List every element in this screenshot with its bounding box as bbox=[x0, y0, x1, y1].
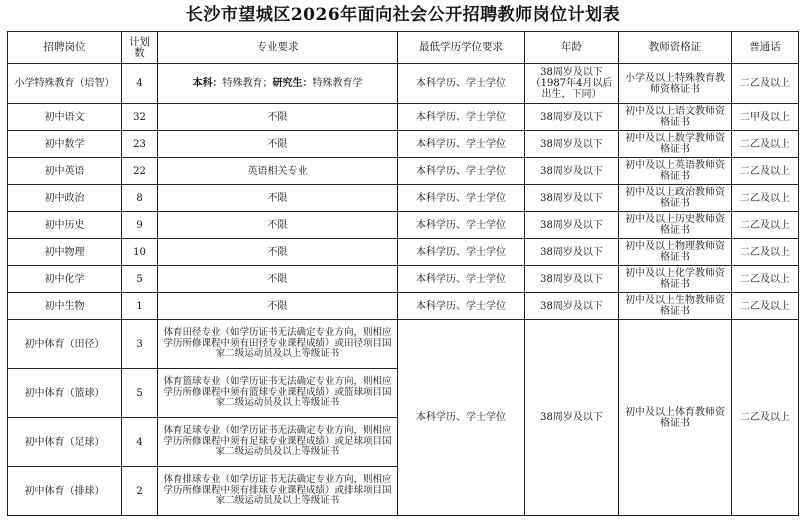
certificate-cell: 初中及以上数学教师资格证书 bbox=[619, 131, 732, 158]
major-cell: 不限 bbox=[158, 293, 398, 320]
major-cell: 英语相关专业 bbox=[158, 158, 398, 185]
certificate-cell: 初中及以上语文教师资格证书 bbox=[619, 104, 732, 131]
mandarin-cell: 二乙及以上 bbox=[732, 266, 799, 293]
age-cell: 38周岁及以下（1987年4月以后出生，下同） bbox=[525, 64, 619, 104]
page-title: 长沙市望城区2026年面向社会公开招聘教师岗位计划表 bbox=[185, 5, 621, 25]
table-row bbox=[8, 158, 799, 185]
certificate-cell: 初中及以上历史教师资格证书 bbox=[619, 212, 732, 239]
age-cell: 38周岁及以下 bbox=[525, 239, 619, 266]
education-cell: 本科学历、学士学位 bbox=[398, 158, 525, 185]
certificate-cell: 初中及以上英语教师资格证书 bbox=[619, 158, 732, 185]
age-cell: 38周岁及以下 bbox=[525, 158, 619, 185]
major-label-graduate: 研究生： bbox=[272, 78, 313, 89]
count-cell: 1 bbox=[122, 293, 158, 320]
count-cell: 5 bbox=[122, 266, 158, 293]
table-row bbox=[8, 185, 799, 212]
position-cell: 初中数学 bbox=[8, 131, 122, 158]
position-cell: 初中生物 bbox=[8, 293, 122, 320]
position-cell: 初中体育（篮球） bbox=[8, 369, 122, 418]
header-count bbox=[122, 32, 158, 64]
table-row bbox=[8, 64, 799, 104]
header-age: 年龄 bbox=[525, 32, 619, 64]
certificate-cell: 初中及以上物理教师资格证书 bbox=[619, 239, 732, 266]
pe-mandarin-cell: 二乙及以上 bbox=[732, 320, 799, 516]
education-cell: 本科学历、学士学位 bbox=[398, 239, 525, 266]
header-major: 专业要求 bbox=[158, 32, 398, 64]
major-cell: 不限 bbox=[158, 131, 398, 158]
major-cell: 不限 bbox=[158, 266, 398, 293]
table-row bbox=[8, 104, 799, 131]
count-cell: 5 bbox=[122, 369, 158, 418]
header-mandarin: 普通话 bbox=[732, 32, 799, 64]
mandarin-cell: 二乙及以上 bbox=[732, 64, 799, 104]
age-cell: 38周岁及以下 bbox=[525, 131, 619, 158]
major-cell: 体育田径专业（如学历证书无法确定专业方向，则相应学历所修课程中须有田径专业课程成绩）或田径项目国家二级运动员及以上等级证书 bbox=[158, 320, 398, 369]
mandarin-cell: 二乙及以上 bbox=[732, 185, 799, 212]
pe-education-cell: 本科学历、学士学位 bbox=[398, 320, 525, 516]
count-cell: 23 bbox=[122, 131, 158, 158]
age-cell: 38周岁及以下 bbox=[525, 293, 619, 320]
education-cell: 本科学历、学士学位 bbox=[398, 185, 525, 212]
header-row bbox=[8, 32, 799, 64]
certificate-cell: 小学及以上特殊教育教师资格证书 bbox=[619, 64, 732, 104]
count-cell: 22 bbox=[122, 158, 158, 185]
mandarin-cell: 二乙及以上 bbox=[732, 131, 799, 158]
position-cell: 小学特殊教育（培智） bbox=[8, 64, 122, 104]
position-cell: 初中物理 bbox=[8, 239, 122, 266]
count-cell: 32 bbox=[122, 104, 158, 131]
table-row bbox=[8, 320, 799, 369]
certificate-cell: 初中及以上化学教师资格证书 bbox=[619, 266, 732, 293]
mandarin-cell: 二乙及以上 bbox=[732, 158, 799, 185]
education-cell: 本科学历、学士学位 bbox=[398, 266, 525, 293]
major-cell: 不限 bbox=[158, 239, 398, 266]
mandarin-cell: 二甲及以上 bbox=[732, 104, 799, 131]
certificate-cell: 初中及以上政治教师资格证书 bbox=[619, 185, 732, 212]
position-cell: 初中体育（田径） bbox=[8, 320, 122, 369]
table-row bbox=[8, 131, 799, 158]
major-cell: 体育足球专业（如学历证书无法确定专业方向，则相应学历所修课程中须有足球专业课程成绩）或足球项目国家二级运动员及以上等级证书 bbox=[158, 418, 398, 467]
pe-age-cell: 38周岁及以下 bbox=[525, 320, 619, 516]
mandarin-cell: 二乙及以上 bbox=[732, 293, 799, 320]
major-cell bbox=[158, 64, 398, 104]
count-cell: 10 bbox=[122, 239, 158, 266]
table-row bbox=[8, 212, 799, 239]
major-cell: 体育排球专业（如学历证书无法确定专业方向，则相应学历所修课程中须有排球专业课程成绩）或排球项目国家二级运动员及以上等级证书 bbox=[158, 467, 398, 516]
position-cell: 初中语文 bbox=[8, 104, 122, 131]
position-cell: 初中历史 bbox=[8, 212, 122, 239]
major-cell: 体育篮球专业（如学历证书无法确定专业方向，则相应学历所修课程中须有篮球专业课程成绩）或篮球项目国家二级运动员及以上等级证书 bbox=[158, 369, 398, 418]
age-cell: 38周岁及以下 bbox=[525, 212, 619, 239]
table-row bbox=[8, 266, 799, 293]
major-cell: 不限 bbox=[158, 185, 398, 212]
recruitment-table bbox=[7, 31, 799, 516]
education-cell: 本科学历、学士学位 bbox=[398, 131, 525, 158]
position-cell: 初中英语 bbox=[8, 158, 122, 185]
education-cell: 本科学历、学士学位 bbox=[398, 212, 525, 239]
major-cell: 不限 bbox=[158, 212, 398, 239]
table-row bbox=[8, 239, 799, 266]
count-cell: 3 bbox=[122, 320, 158, 369]
header-position: 招聘岗位 bbox=[8, 32, 122, 64]
position-cell: 初中政治 bbox=[8, 185, 122, 212]
pe-certificate-cell: 初中及以上体育教师资格证书 bbox=[619, 320, 732, 516]
major-cell: 不限 bbox=[158, 104, 398, 131]
education-cell: 本科学历、学士学位 bbox=[398, 64, 525, 104]
header-education: 最低学历学位要求 bbox=[398, 32, 525, 64]
position-cell: 初中化学 bbox=[8, 266, 122, 293]
education-cell: 本科学历、学士学位 bbox=[398, 104, 525, 131]
major-text-bachelor: 特殊教育； bbox=[222, 78, 273, 89]
mandarin-cell: 二乙及以上 bbox=[732, 239, 799, 266]
position-cell: 初中体育（足球） bbox=[8, 418, 122, 467]
count-cell: 4 bbox=[122, 418, 158, 467]
position-cell: 初中体育（排球） bbox=[8, 467, 122, 516]
certificate-cell: 初中及以上生物教师资格证书 bbox=[619, 293, 732, 320]
education-cell: 本科学历、学士学位 bbox=[398, 293, 525, 320]
age-cell: 38周岁及以下 bbox=[525, 104, 619, 131]
count-cell: 8 bbox=[122, 185, 158, 212]
count-cell: 4 bbox=[122, 64, 158, 104]
header-count-label: 计划 数 bbox=[129, 35, 150, 59]
major-label-bachelor: 本科： bbox=[192, 78, 223, 89]
age-cell: 38周岁及以下 bbox=[525, 266, 619, 293]
mandarin-cell: 二乙及以上 bbox=[732, 212, 799, 239]
count-cell: 2 bbox=[122, 467, 158, 516]
count-cell: 9 bbox=[122, 212, 158, 239]
major-text-graduate: 特殊教育学 bbox=[312, 78, 363, 89]
age-cell: 38周岁及以下 bbox=[525, 185, 619, 212]
header-certificate: 教师资格证 bbox=[619, 32, 732, 64]
table-row bbox=[8, 293, 799, 320]
